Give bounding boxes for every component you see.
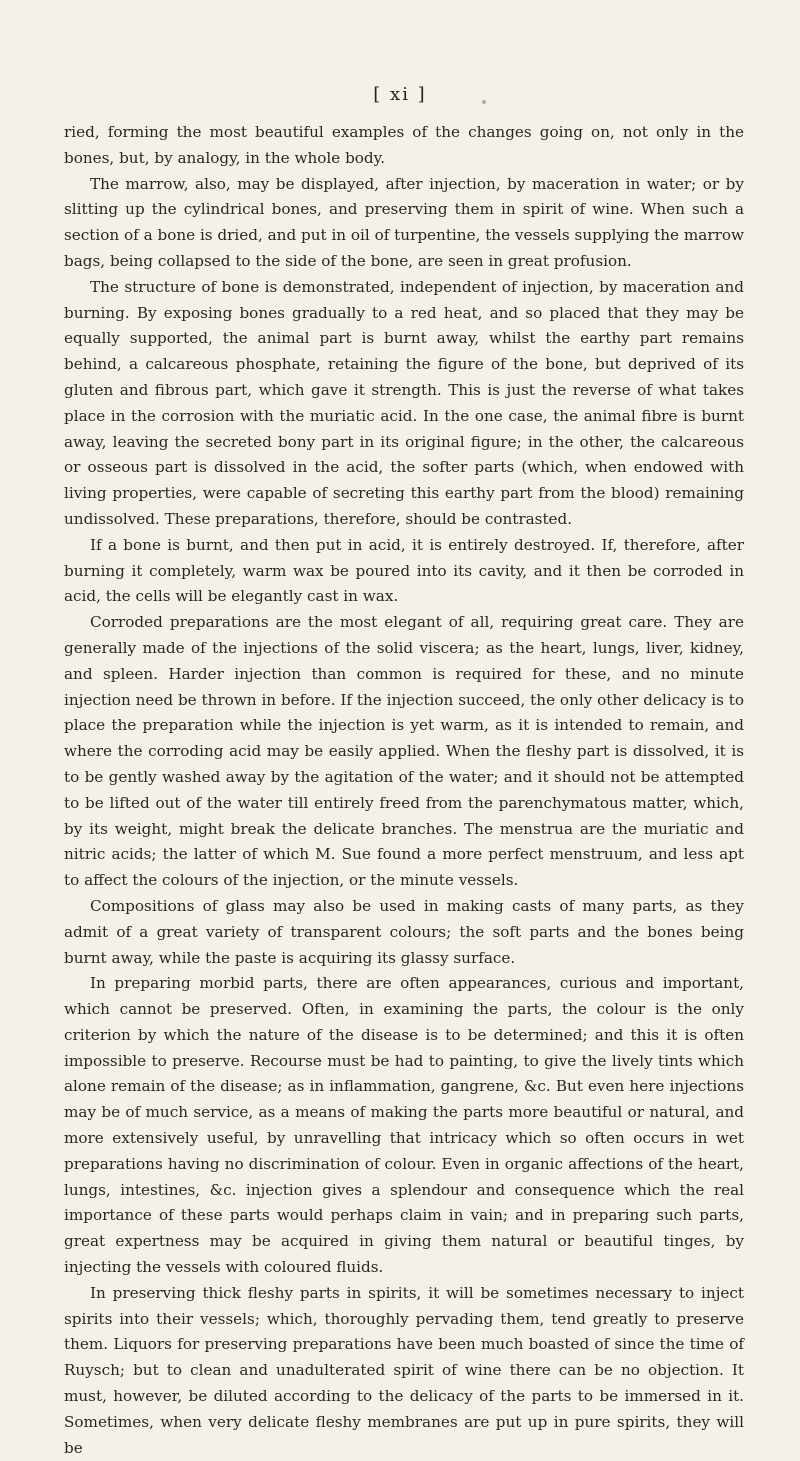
page-body xyxy=(64,120,744,1461)
paragraph-corroded-preparations: Corroded preparations are the most elegant of all, requiring great care. They are generally made of the injections of the solid viscera; as the heart, lungs, liver, kidney, and spleen. Harder injection than common is required for these, and no minute injection need be thrown in before. If the injection succeed, the only other delicacy is to place the preparation while the injection is yet warm, as it is intended to remain, and where the corroding acid may be easily applied. When the fleshy part is dissolved, it is to be gently washed away by the agitation of the water; and it should not be attempted to be lifted out of the water till entirely freed from the parenchymatous matter, which, by its weight, might break the delicate branches. The menstrua are the muriatic and nitric acids; the latter of which M. Sue found a more perfect menstruum, and less apt to affect the colours of the injection, or the minute vessels. xyxy=(64,613,744,890)
paragraph-continuation: ried, forming the most beautiful examples of the changes going on, not only in the bones, but, by analogy, in the whole body. xyxy=(64,123,744,167)
paragraph-preserving-spirits: In preserving thick fleshy parts in spirits, it will be sometimes necessary to inject spirits into their vessels; which, thoroughly pervading them, tend greatly to preserve them. Liquors for preserving preparations have been much boasted of since the time of Ruysch; but to clean and unadulterated spirit of wine there can be no objection. It must, however, be diluted according to the delicacy of the parts to be immersed in it. Sometimes, when very delicate fleshy membranes are put up in pure spirits, they will be xyxy=(64,1283,744,1457)
paragraph-bone-structure: The structure of bone is demonstrated, independent of injection, by maceration and burning. By exposing bones gradually to a red heat, and so placed that they may be equally supported, the animal part is burnt away, whilst the earthy part remains behind, a calcareous phosphate, retaining the figure of the bone, but deprived of its gluten and fibrous part, which gave it strength. This is just the reverse of what takes place in the corrosion with the muriatic acid. In the one case, the animal fibre is burnt away, leaving the secreted bony part in its original figure; in the other, the calcareous or osseous part is dissolved in the acid, the softer parts (which, when endowed with living properties, were capable of secreting this earthy part from the blood) remaining undissolved. These preparations, therefore, should be contrasted. xyxy=(64,277,744,528)
page-number: [ xi ] xyxy=(373,84,427,105)
paragraph-glass-compositions: Compositions of glass may also be used in making casts of many parts, as they admit of a great variety of transparent colours; the soft parts and the bones being burnt away, while the paste is acquiring its glassy surface. xyxy=(64,896,744,967)
paragraph-morbid-parts: In preparing morbid parts, there are often appearances, curious and important, which cannot be preserved. Often, in examining the parts, the colour is the only criterion by which the nature of the disease is to be determined; and this it is often impossible to preserve. Recourse must be had to painting, to give the lively tints which alone remain of the disease; as in inflammation, gangrene, &c. But even here injections may be of much service, as a means of making the parts more beautiful or natural, and more extensively useful, by unravelling that intricacy which so often occurs in wet preparations having no discrimination of colour. Even in organic affections of the heart, lungs, intestines, &c. injection gives a splendour and consequence which the real importance of these parts would perhaps claim in vain; and in preparing such parts, great expertness may be acquired in giving them natural or beautiful tinges, by injecting the vessels with coloured fluids. xyxy=(64,974,744,1277)
paragraph-burnt-bone: If a bone is burnt, and then put in acid, it is entirely destroyed. If, therefore, after burning it completely, warm wax be poured into its cavity, and it then be corroded in acid, the cells will be elegantly cast in wax. xyxy=(64,535,744,606)
paragraph-marrow: The marrow, also, may be displayed, after injection, by maceration in water; or by slitting up the cylindrical bones, and preserving them in spirit of wine. When such a section of a bone is dried, and put in oil of turpentine, the vessels supplying the marrow bags, being collapsed to the side of the bone, are seen in great profusion. xyxy=(64,174,744,270)
